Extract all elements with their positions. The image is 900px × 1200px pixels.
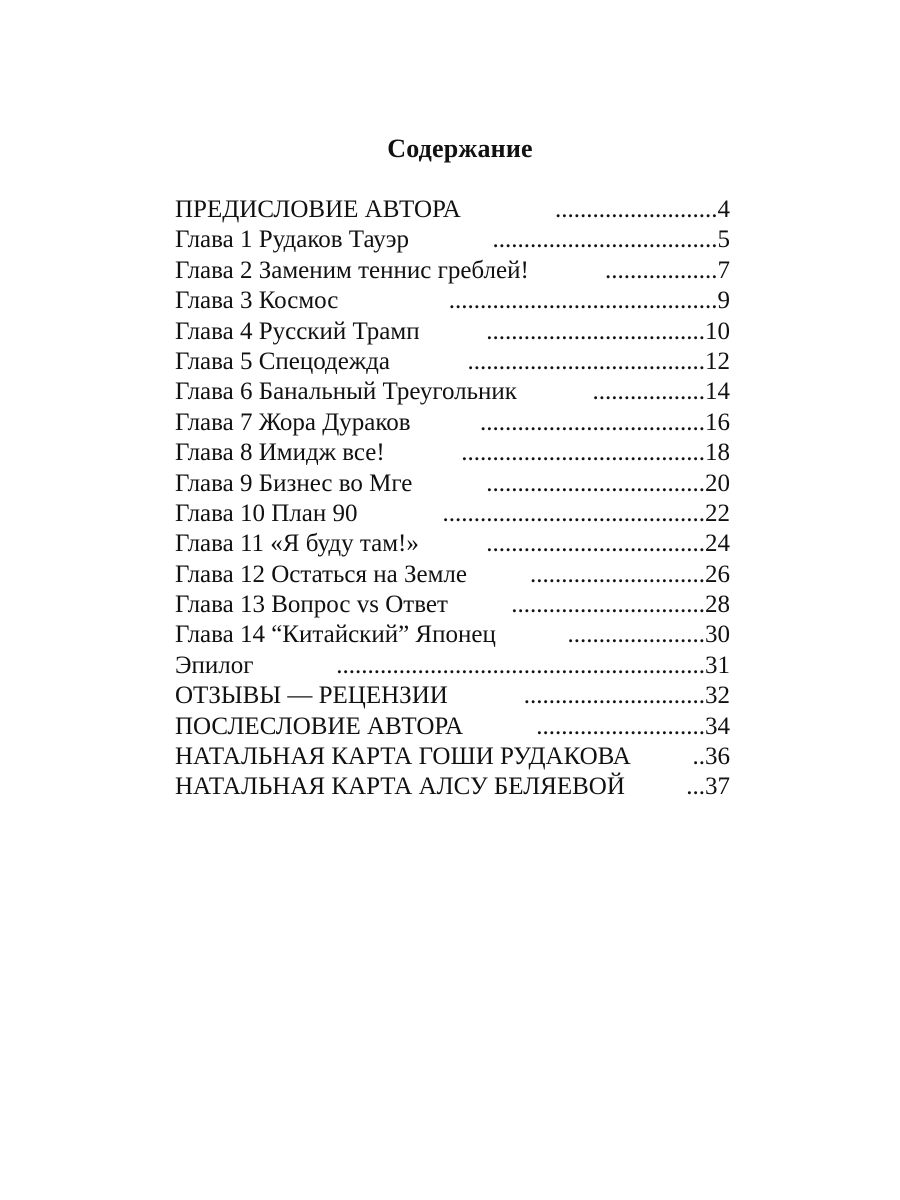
toc-entry-page: 10 [705,317,730,345]
toc-entry [175,469,730,499]
toc-entry-label: Глава 11 «Я буду там!» [175,530,419,558]
toc-entry-dots: ............................... [511,591,705,619]
toc-entry-leader-page [593,377,731,407]
toc-entry-leader-page [605,256,730,286]
toc-entry-leader-page [686,772,730,802]
toc-entry [175,681,730,711]
toc-entry-dots: ............................ [530,560,705,588]
toc-entry [175,195,730,225]
toc-entry-leader-page [536,712,730,742]
toc-entry-leader-page [568,620,731,650]
toc-entry-label: Глава 8 Имидж все! [175,439,385,467]
toc-entry [175,408,730,438]
toc-entry-dots: ...................................... [467,347,705,375]
toc-entry-dots: ................................... [486,469,705,497]
toc-entry [175,590,730,620]
page-title: Содержание [387,134,533,163]
toc-entry-dots: .......................................... [442,499,705,527]
toc-entry [175,225,730,255]
toc-entry-page: 9 [717,287,730,315]
toc-entry-leader-page [486,469,730,499]
toc-entry-label: Глава 5 Спецодежда [175,347,390,375]
toc-entry-page: 22 [705,499,730,527]
toc-entry-dots: ................................... [486,317,705,345]
toc-entry-page: 14 [705,378,730,406]
toc-entry [175,438,730,468]
toc-entry-page: 32 [705,682,730,710]
toc-entry [175,499,730,529]
toc-entry-leader-page [493,225,731,255]
toc-entry-dots: ........................... [536,712,705,740]
toc-entry-label: НАТАЛЬНАЯ КАРТА АЛСУ БЕЛЯЕВОЙ [175,773,625,801]
toc-entry-page: 20 [705,469,730,497]
toc-entry-leader-page [486,529,730,559]
toc-entry-dots: ... [686,773,705,801]
toc-entry-label: Глава 4 Русский Трамп [175,317,420,345]
toc-entry-dots: ....................................... [461,439,705,467]
toc-entry-label: Глава 1 Рудаков Тауэр [175,226,409,254]
toc-entry-label: Глава 13 Вопрос vs Ответ [175,591,448,619]
toc-entry-page: 12 [705,347,730,375]
toc-entry [175,286,730,316]
table-of-contents [175,195,730,803]
toc-entry-dots: .................. [605,256,718,284]
toc-entry-label: ПРЕДИСЛОВИЕ АВТОРА [175,196,461,223]
toc-entry-leader-page [443,499,731,529]
toc-entry-leader-page [336,651,730,681]
toc-entry [175,256,730,286]
toc-entry-leader-page [524,681,730,711]
toc-entry-label: Глава 10 План 90 [175,499,358,527]
toc-entry-page: 30 [705,621,730,649]
toc-entry-dots: .. [692,743,705,771]
toc-entry-dots: .................................... [480,408,705,436]
toc-entry-page: 24 [705,530,730,558]
toc-entry-label: ОТЗЫВЫ — РЕЦЕНЗИИ [175,682,448,710]
toc-entry-dots: ........................................................... [336,651,705,679]
toc-entry-leader-page [555,195,730,225]
toc-entry-page: 36 [705,743,730,771]
toc-entry-dots: .................. [592,378,705,406]
toc-entry-page: 37 [705,773,730,801]
toc-entry-leader-page [511,590,730,620]
toc-entry-leader-page [468,347,731,377]
toc-entry-leader-page [480,408,730,438]
toc-entry-dots: .......................... [555,196,718,223]
toc-entry-label: Глава 9 Бизнес во Мге [175,469,413,497]
toc-entry [175,377,730,407]
toc-entry [175,560,730,590]
toc-entry [175,529,730,559]
toc-entry-page: 31 [705,651,730,679]
toc-entry-dots: .................................... [492,226,718,254]
toc-entry-leader-page [461,438,730,468]
toc-entry-page: 5 [717,226,730,254]
toc-entry [175,651,730,681]
toc-entry-label: Глава 12 Остаться на Земле [175,560,467,588]
toc-entry-page: 4 [717,196,730,223]
toc-entry-leader-page [486,317,730,347]
toc-entry-leader-page [449,286,730,316]
toc-entry-label: Глава 14 “Китайский” Японец [175,621,496,649]
toc-entry [175,712,730,742]
toc-entry-label: ПОСЛЕСЛОВИЕ АВТОРА [175,712,464,740]
toc-entry-dots: ........................................... [448,287,718,315]
toc-entry-page: 18 [705,439,730,467]
toc-entry-page: 34 [705,712,730,740]
toc-entry [175,772,730,802]
toc-entry [175,742,730,772]
toc-entry [175,317,730,347]
toc-entry-dots: ............................. [523,682,705,710]
toc-entry-dots: ................................... [486,530,705,558]
toc-entry-label: Глава 2 Заменим теннис греблей! [175,256,529,284]
toc-entry-page: 28 [705,591,730,619]
toc-entry-page: 16 [705,408,730,436]
toc-entry-label: Глава 6 Банальный Треугольник [175,378,517,406]
toc-entry-dots: ...................... [567,621,705,649]
toc-entry-label: Эпилог [175,651,254,679]
toc-entry [175,347,730,377]
toc-entry-leader-page [693,742,731,772]
toc-entry-label: Глава 3 Космос [175,287,339,315]
toc-entry-page: 26 [705,560,730,588]
toc-entry-leader-page [530,560,730,590]
toc-entry-label: НАТАЛЬНАЯ КАРТА ГОШИ РУДАКОВА [175,743,631,771]
toc-entry-label: Глава 7 Жора Дураков [175,408,411,436]
toc-entry-page: 7 [717,256,730,284]
toc-entry [175,620,730,650]
